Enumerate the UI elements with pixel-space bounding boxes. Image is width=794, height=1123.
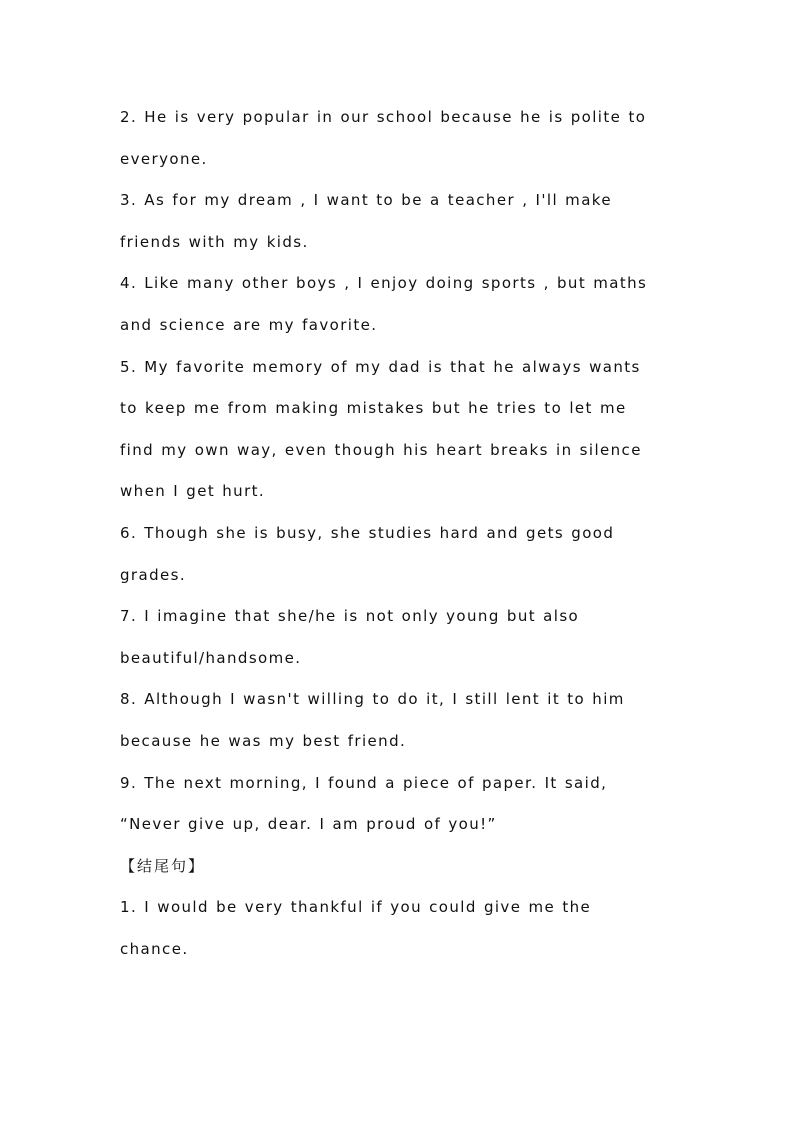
sentence-6-line-1: 6. Though she is busy, she studies hard and gets good (120, 523, 615, 542)
sentence-6-line-2: grades. (120, 565, 187, 584)
sentence-8-line-2: because he was my best friend. (120, 731, 407, 750)
sentence-5-line-1: 5. My favorite memory of my dad is that he always wants (120, 357, 641, 376)
sentence-3-line-2: friends with my kids. (120, 232, 309, 251)
sentence-3-line-1: 3. As for my dream , I want to be a teacher , I'll make (120, 191, 612, 210)
ending-sentence-1-line-1: 1. I would be very thankful if you could give me the (120, 898, 592, 917)
sentence-4-line-2: and science are my favorite. (120, 315, 378, 334)
sentence-5-line-2: to keep me from making mistakes but he tries to let me (120, 399, 627, 418)
document-body (120, 97, 680, 970)
sentence-7-line-1: 7. I imagine that she/he is not only young but also (120, 607, 580, 626)
sentence-7-line-2: beautiful/handsome. (120, 648, 302, 667)
sentence-5-line-4: when I get hurt. (120, 482, 266, 501)
sentence-5-line-3: find my own way, even though his heart breaks in silence (120, 440, 642, 459)
sentence-9-line-2: “Never give up, dear. I am proud of you!” (120, 815, 497, 834)
ending-sentence-1-line-2: chance. (120, 939, 189, 958)
sentence-4-line-1: 4. Like many other boys , I enjoy doing sports , but maths (120, 274, 648, 293)
section-heading-ending-sentences: 【结尾句】 (120, 856, 206, 875)
sentence-8-line-1: 8. Although I wasn't willing to do it, I still lent it to him (120, 690, 625, 709)
sentence-9-line-1: 9. The next morning, I found a piece of paper. It said, (120, 773, 608, 792)
sentence-2-line-1: 2. He is very popular in our school because he is polite to (120, 108, 647, 126)
sentence-2-line-2: everyone. (120, 149, 208, 168)
